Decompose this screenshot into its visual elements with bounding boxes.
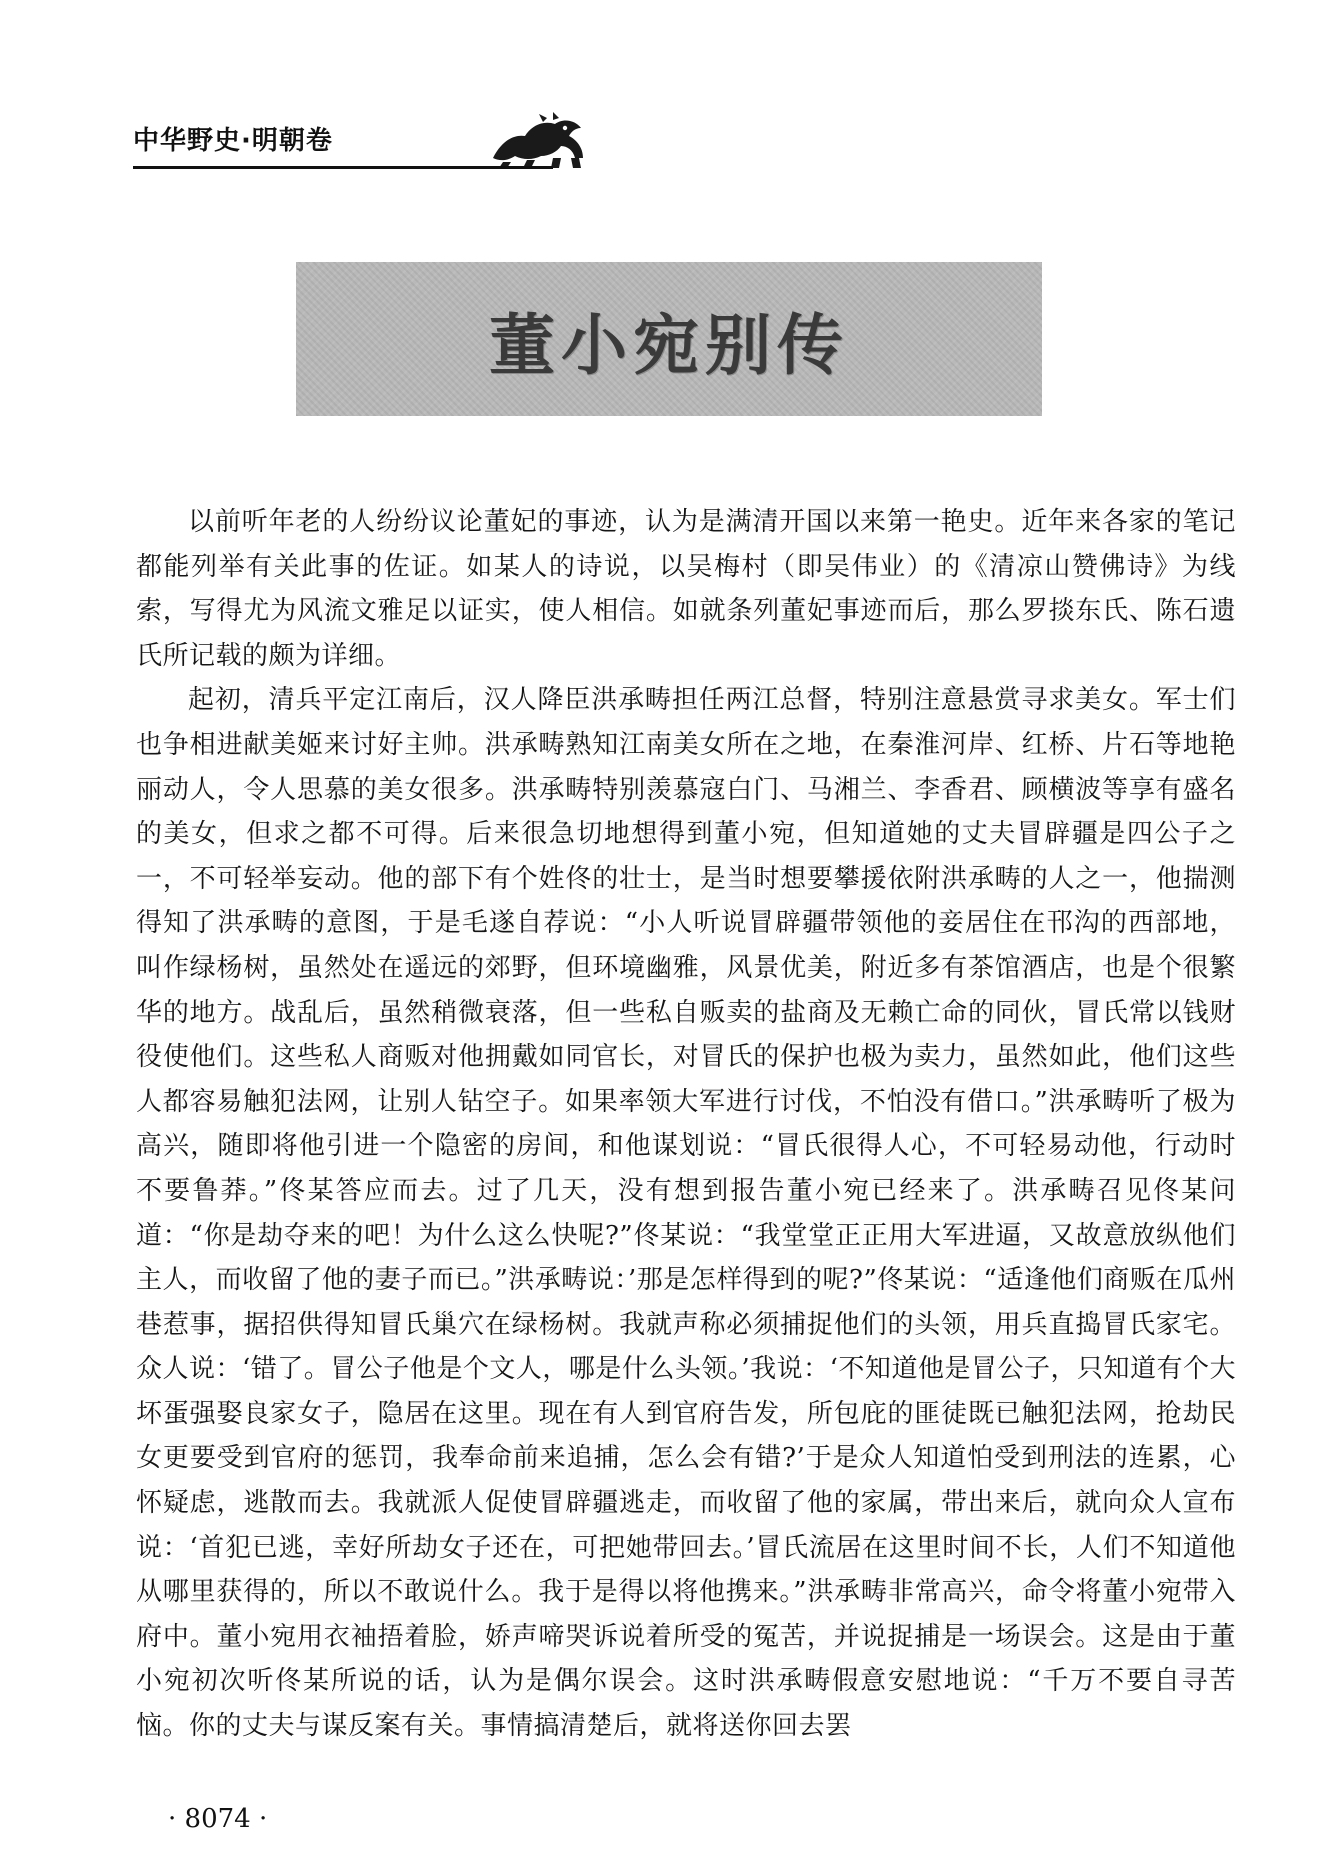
article-title: 董小宛别传 xyxy=(489,305,849,384)
page-number: · 8074 · xyxy=(168,1804,268,1834)
dragon-emblem-icon xyxy=(483,112,593,170)
header-rule xyxy=(133,166,553,169)
article-body xyxy=(136,500,1236,1749)
paragraph: 起初，清兵平定江南后，汉人降臣洪承畴担任两江总督，特别注意悬赏寻求美女。军士们也争相进献美姬来讨好主帅。洪承畴熟知江南美女所在之地，在秦淮河岸、红桥、片石等地艳丽动人，令人思慕的美女很多。洪承畴特别羡慕寇白门、马湘兰、李香君、顾横波等享有盛名的美女，但求之都不可得。后来很急切地想得到董小宛，但知道她的丈夫冒辟疆是四公子之一，不可轻举妄动。他的部下有个姓佟的壮士，是当时想要攀援依附洪承畴的人之一，他揣测得知了洪承畴的意图，于是毛遂自荐说：“小人听说冒辟疆带领他的妾居住在邗沟的西部地，叫作绿杨树，虽然处在遥远的郊野，但环境幽雅，风景优美，附近多有茶馆酒店，也是个很繁华的地方。战乱后，虽然稍微衰落，但一些私自贩卖的盐商及无赖亡命的同伙，冒氏常以钱财役使他们。这些私人商贩对他拥戴如同官长，对冒氏的保护也极为卖力，虽然如此，他们这些人都容易触犯法网，让别人钻空子。如果率领大军进行讨伐，不怕没有借口。”洪承畴听了极为高兴，随即将他引进一个隐密的房间，和他谋划说：“冒氏很得人心，不可轻易动他，行动时不要鲁莽。”佟某答应而去。过了几天，没有想到报告董小宛已经来了。洪承畴召见佟某问道：“你是劫夺来的吧！为什么这么快呢?”佟某说：“我堂堂正正用大军进逼，又故意放纵他们主人，而收留了他的妻子而已。”洪承畴说：’那是怎样得到的呢?”佟某说：“适逢他们商贩在瓜州巷惹事，据招供得知冒氏巢穴在绿杨树。我就声称必须捕捉他们的头领，用兵直捣冒氏家宅。众人说：‘错了。冒公子他是个文人，哪是什么头领。’我说：‘不知道他是冒公子，只知道有个大坏蛋强娶良家女子，隐居在这里。现在有人到官府告发，所包庇的匪徒既已触犯法网，抢劫民女更要受到官府的惩罚，我奉命前来追捕，怎么会有错?’于是众人知道怕受到刑法的连累，心怀疑虑，逃散而去。我就派人促使冒辟疆逃走，而收留了他的家属，带出来后，就向众人宣布说：‘首犯已逃，幸好所劫女子还在，可把她带回去。’冒氏流居在这里时间不长，人们不知道他从哪里获得的，所以不敢说什么。我于是得以将他携来。”洪承畴非常高兴，命令将董小宛带入府中。董小宛用衣袖捂着脸，娇声啼哭诉说着所受的冤苦，并说捉捕是一场误会。这是由于董小宛初次听佟某所说的话，认为是偶尔误会。这时洪承畴假意安慰地说：“千万不要自寻苦恼。你的丈夫与谋反案有关。事情搞清楚后，就将送你回去罢 xyxy=(136,685,1236,1742)
title-banner xyxy=(296,262,1042,416)
paragraph: 以前听年老的人纷纷议论董妃的事迹，认为是满清开国以来第一艳史。近年来各家的笔记都能列举有关此事的佐证。如某人的诗说，以吴梅村（即吴伟业）的《清凉山赞佛诗》为线索，写得尤为风流文雅足以证实，使人相信。如就条列董妃事迹而后，那么罗掞东氏、陈石遗氏所记载的颇为详细。 xyxy=(136,507,1236,671)
running-title: 中华野史·明朝卷 xyxy=(133,126,333,156)
running-header xyxy=(133,112,1263,172)
